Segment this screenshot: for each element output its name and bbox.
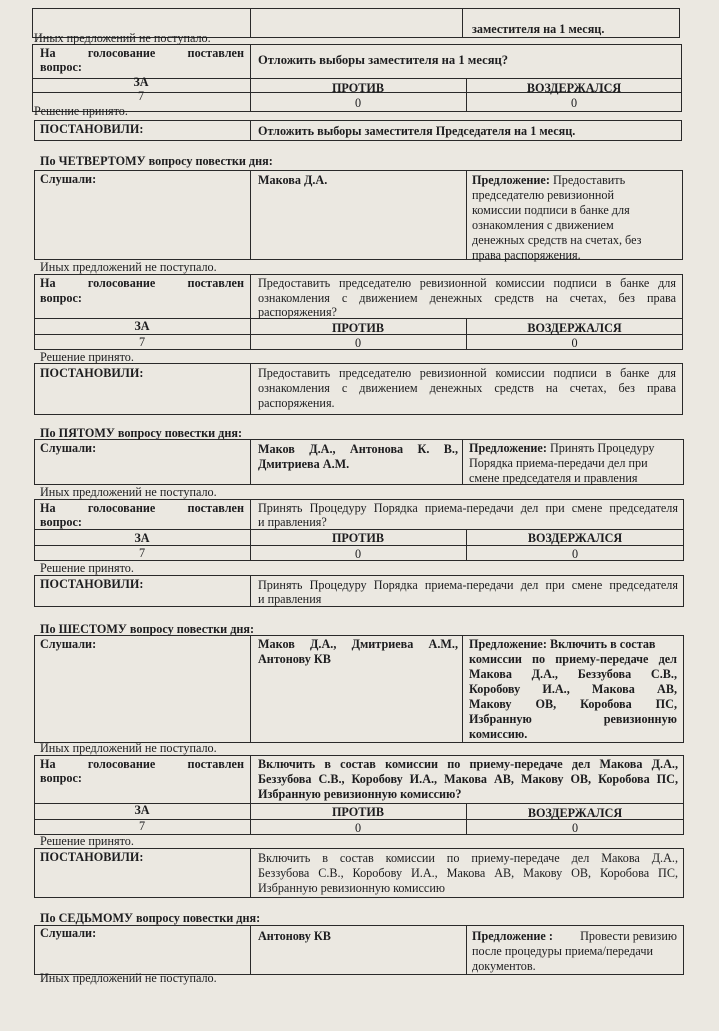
top-resolved-label: ПОСТАНОВИЛИ: <box>40 122 144 136</box>
top-decided: Решение принято. <box>34 104 128 118</box>
top-no-other: Иных предложений не поступало. <box>34 31 211 45</box>
q6-speakers: Маков Д.А., Дмитриева А.М., Антонову КВ <box>258 637 458 666</box>
q5-heading: По ПЯТОМУ вопросу повестки дня: <box>40 426 242 440</box>
q7-proposal: Предложение : Провести ревизию после процедуры приема/передачи документов. <box>472 929 677 973</box>
q6-za-value: 7 <box>138 819 146 833</box>
q4-vozd-header: ВОЗДЕРЖАЛСЯ <box>527 321 622 335</box>
q4-no-other: Иных предложений не поступало. <box>40 260 217 274</box>
q6-vozd-value: 0 <box>571 821 579 835</box>
q4-za-value: 7 <box>138 335 146 349</box>
q4-question: Предоставить председателю ревизионной комиссии подписи в банке для ознакомления с движением денежных средств на счетах, без права распоряжения? <box>258 276 676 319</box>
q6-vozd-header: ВОЗДЕРЖАЛСЯ <box>527 806 623 820</box>
q5-vote-label: На голосование поставлен <box>40 501 244 515</box>
q5-resolved-label: ПОСТАНОВИЛИ: <box>40 577 144 591</box>
q5-za-header: ЗА <box>134 531 150 545</box>
q5-proposal: Предложение: Принять Процедуру Порядка приема-передачи дел при смене председателя и правления <box>469 441 655 485</box>
q6-za-header: ЗА <box>134 803 150 817</box>
q4-protiv-value: 0 <box>354 336 362 350</box>
q5-no-other: Иных предложений не поступало. <box>40 485 217 499</box>
q5-za-value: 7 <box>138 546 146 560</box>
q7-no-other: Иных предложений не поступало. <box>40 971 217 985</box>
q6-vote-label-2: вопрос: <box>40 771 82 785</box>
q6-decided: Решение принято. <box>40 834 134 848</box>
q6-proposal: Предложение: Включить в состав комиссии по приему-передаче дел Макова Д.А., Беззубова С.В., Коробову И.А., Макова АВ, Макову ОВ, Коробова ПС, Избранную ревизионную комиссию. <box>469 637 677 741</box>
top-vote-label: На голосование поставлен <box>40 46 244 60</box>
q6-heard-label: Слушали: <box>40 637 97 651</box>
q4-vote-label: На голосование поставлен <box>40 276 244 290</box>
q4-protiv-header: ПРОТИВ <box>331 321 385 335</box>
q6-heading: По ШЕСТОМУ вопросу повестки дня: <box>40 622 255 636</box>
q6-decision: Включить в состав комиссии по приему-передаче дел Макова Д.А., Беззубова С.В., Коробову И.А., Макова АВ, Макову ОВ, Коробова ПС, Избранную ревизионную комиссию <box>258 851 678 895</box>
q6-vote-label: На голосование поставлен <box>40 757 244 771</box>
q4-vozd-value: 0 <box>571 336 578 350</box>
top-protiv-value: 0 <box>354 96 362 110</box>
q6-no-other: Иных предложений не поступало. <box>40 741 217 755</box>
top-vote-label-2: вопрос: <box>40 60 82 74</box>
q4-decided: Решение принято. <box>40 350 134 364</box>
q6-question: Включить в состав комиссии по приему-передаче дел Макова Д.А., Беззубова С.В., Коробову И.А., Макова АВ, Макову ОВ, Коробова ПС, Избранную ревизионную комиссию? <box>258 757 678 801</box>
q4-speakers: Макова Д.А. <box>258 173 328 187</box>
top-question: Отложить выборы заместителя на 1 месяц? <box>258 53 509 67</box>
q5-protiv-value: 0 <box>354 547 362 561</box>
q6-resolved-label: ПОСТАНОВИЛИ: <box>40 850 144 864</box>
top-za-header: ЗА <box>133 75 149 89</box>
q5-decision: Принять Процедуру Порядка приема-передачи дел при смене председателя и правления <box>258 578 678 606</box>
q4-heading: По ЧЕТВЕРТОМУ вопросу повестки дня: <box>40 154 273 168</box>
q4-heard-label: Слушали: <box>40 172 97 186</box>
q7-speakers: Антонову КВ <box>258 929 331 943</box>
top-protiv-header: ПРОТИВ <box>331 81 385 95</box>
top-decision: Отложить выборы заместителя Председателя на 1 месяц. <box>258 124 576 138</box>
top-fragment: заместителя на 1 месяц. <box>472 22 605 36</box>
top-vozd-value: 0 <box>570 96 578 110</box>
q5-vote-label-2: вопрос: <box>40 515 82 529</box>
q7-heading: По СЕДЬМОМУ вопросу повестки дня: <box>40 911 261 925</box>
q6-protiv-value: 0 <box>354 821 362 835</box>
q5-protiv-header: ПРОТИВ <box>331 531 385 545</box>
q6-protiv-header: ПРОТИВ <box>331 805 385 819</box>
q5-decided: Решение принято. <box>40 561 134 575</box>
q4-resolved-label: ПОСТАНОВИЛИ: <box>40 366 144 380</box>
q5-question: Принять Процедуру Порядка приема-передачи дел при смене председателя и правления? <box>258 501 678 529</box>
top-za-value: 7 <box>137 89 145 103</box>
q5-heard-label: Слушали: <box>40 441 97 455</box>
q4-za-header: ЗА <box>134 319 150 333</box>
q4-vote-label-2: вопрос: <box>40 291 82 305</box>
q4-decision: Предоставить председателю ревизионной комиссии подписи в банке для ознакомления с движением денежных средств на счетах, без права распоряжения. <box>258 366 676 410</box>
q7-heard-label: Слушали: <box>40 926 97 940</box>
q4-proposal: Предложение: Предоставить председателю ревизионной комиссии подписи в банке для ознакомления с движением денежных средств на счетах, без права распоряжения. <box>472 173 642 262</box>
top-vozd-header: ВОЗДЕРЖАЛСЯ <box>526 81 622 95</box>
q5-speakers: Маков Д.А., Антонова К. В., Дмитриева А.М. <box>258 442 458 471</box>
q5-vozd-value: 0 <box>571 547 579 561</box>
q5-vozd-header: ВОЗДЕРЖАЛСЯ <box>527 531 623 545</box>
